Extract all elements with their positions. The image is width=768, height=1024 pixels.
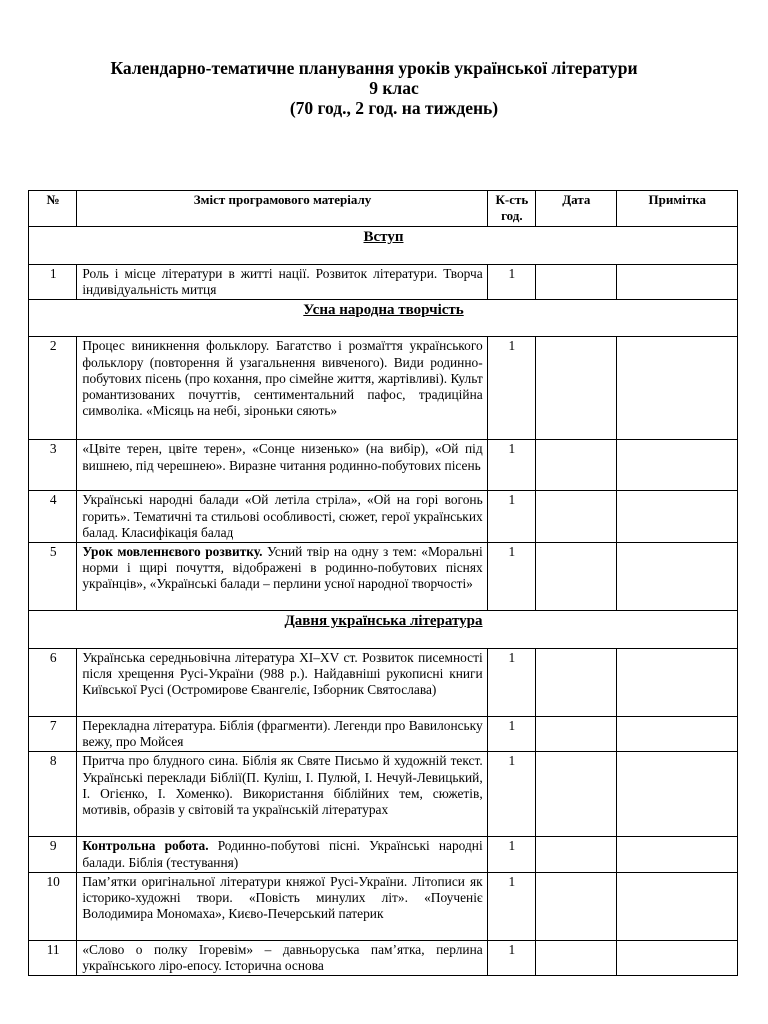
lesson-content-text: Перекладна література. Біблія (фрагменти). Легенди про Вавилонську вежу, про Мойсея [82,718,483,750]
lesson-hours: 1 [487,752,535,837]
table-row [29,543,738,611]
lesson-number: 1 [29,265,77,300]
table-row [29,440,738,491]
lesson-date [536,752,617,837]
lesson-hours: 1 [487,649,535,717]
table-row [29,940,738,975]
section-row-intro [29,227,738,265]
lesson-hours: 1 [487,491,535,543]
section-title: Усна народна творчість [29,300,738,337]
lesson-content [77,940,487,975]
lesson-content [77,837,487,872]
lesson-date [536,337,617,440]
lesson-content-text: Роль і місце літератури в житті нації. Розвиток літератури. Творча індивідуальність митця [82,266,483,298]
lesson-hours: 1 [487,543,535,611]
column-header-date: Дата [536,191,617,227]
lesson-note [616,837,737,872]
lesson-hours: 1 [487,717,535,752]
lesson-number: 2 [29,337,77,440]
lesson-note [616,337,737,440]
table-row [29,837,738,872]
lesson-number: 8 [29,752,77,837]
table-row [29,337,738,440]
lesson-content [77,543,487,611]
document-title: Календарно-тематичне планування уроків української літератури [110,58,638,78]
column-header-hours: К-сть год. [487,191,535,227]
table-row [29,717,738,752]
lesson-number: 3 [29,440,77,491]
lesson-date [536,265,617,300]
lesson-plan-table [28,190,738,976]
lesson-number: 9 [29,837,77,872]
section-title: Вступ [29,227,738,265]
document-grade: 9 клас [369,78,419,98]
lesson-content [77,717,487,752]
lesson-note [616,940,737,975]
table-row [29,491,738,543]
document-header [0,58,768,118]
table-row [29,872,738,940]
lesson-date [536,649,617,717]
lesson-content [77,337,487,440]
lesson-content-text: Українські народні балади «Ой летіла стріла», «Ой на горі вогонь горить». Тематичні та стильові особливості, сюжет, герої українських балад. Класифікація балад [82,492,483,540]
lesson-date [536,440,617,491]
lesson-content-text: «Цвіте терен, цвіте терен», «Сонце низенько» (на вибір), «Ой під вишнею, під черешнею». Виразне читання родинно-побутових пісень [82,441,483,473]
lesson-date [536,491,617,543]
table-row [29,752,738,837]
lesson-hours: 1 [487,440,535,491]
lesson-number: 4 [29,491,77,543]
column-header-note: Примітка [616,191,737,227]
table-header-row [29,191,738,227]
lesson-number: 10 [29,872,77,940]
lesson-number: 7 [29,717,77,752]
document-hours-note: (70 год., 2 год. на тиждень) [289,98,499,118]
lesson-date [536,837,617,872]
lesson-note [616,440,737,491]
column-header-content: Зміст програмового матеріалу [77,191,487,227]
lesson-note [616,752,737,837]
lesson-note [616,717,737,752]
lesson-date [536,717,617,752]
table-row [29,649,738,717]
lesson-hours: 1 [487,837,535,872]
lesson-content-text: Усний твір на одну з тем: «Моральні норми і щирі почуття, відображені в родинно-побутових піснях українців», «Українські балади – перлини усної народної творчості» [82,544,483,592]
lesson-note [616,543,737,611]
lesson-content [77,265,487,300]
lesson-hours: 1 [487,940,535,975]
lesson-content-bold: Контрольна робота. [82,838,209,854]
section-row-folk [29,300,738,337]
lesson-content [77,491,487,543]
lesson-number: 6 [29,649,77,717]
lesson-content [77,752,487,837]
lesson-content-text: Процес виникнення фольклору. Багатство і розмаїття українського фольклору (повторення й узагальнення вивченого). Види родинно-побутових пісень (про кохання, про сімейне життя, жартівливі). Культ романтизованих почуттів, сентиментальний пафос, традиційна символіка. «Місяць на небі, зіроньки сяють» [82,338,483,419]
lesson-content-text: Українська середньовічна література XI–XV ст. Розвиток писемності після хрещення Русі-України (988 р.). Найдавніші рукописні книги Київської Русі (Остромирове Євангеліє, Ізборник Святослава) [82,650,483,698]
lesson-hours: 1 [487,265,535,300]
lesson-hours: 1 [487,337,535,440]
lesson-note [616,265,737,300]
lesson-content [77,649,487,717]
table-row [29,265,738,300]
lesson-number: 11 [29,940,77,975]
lesson-content [77,440,487,491]
lesson-number: 5 [29,543,77,611]
column-header-number: № [29,191,77,227]
lesson-note [616,649,737,717]
lesson-content-bold: Урок мовленнєвого розвитку. [82,544,263,560]
lesson-content-text: Пам’ятки оригінальної літератури княжої Русі-України. Літописи як історико-художні твори. «Повість минулих літ». «Поученіє Володимира Мономаха», Києво-Печерський патерик [82,873,483,922]
lesson-content [77,872,487,940]
lesson-hours: 1 [487,872,535,940]
section-row-ancient [29,611,738,649]
lesson-content-text: «Слово о полку Ігоревім» – давньоруська пам’ятка, перлина українського ліро-епосу. Історична основа [82,941,483,974]
lesson-date [536,940,617,975]
lesson-note [616,872,737,940]
lesson-content-text: Притча про блудного сина. Біблія як Святе Письмо й художній текст. Українські переклади Біблії(П. Куліш, І. Пулюй, І. Нечуй-Левицький, І. Огієнко, І. Хоменко). Використання біблійних тем, сюжетів, мотивів, образів у світовій та українській літературах [82,753,483,818]
lesson-date [536,543,617,611]
lesson-date [536,872,617,940]
section-title: Давня українська література [29,611,738,649]
lesson-note [616,491,737,543]
lesson-content-text: Родинно-побутові пісні. Українські народні балади. Біблія (тестування) [82,838,483,870]
